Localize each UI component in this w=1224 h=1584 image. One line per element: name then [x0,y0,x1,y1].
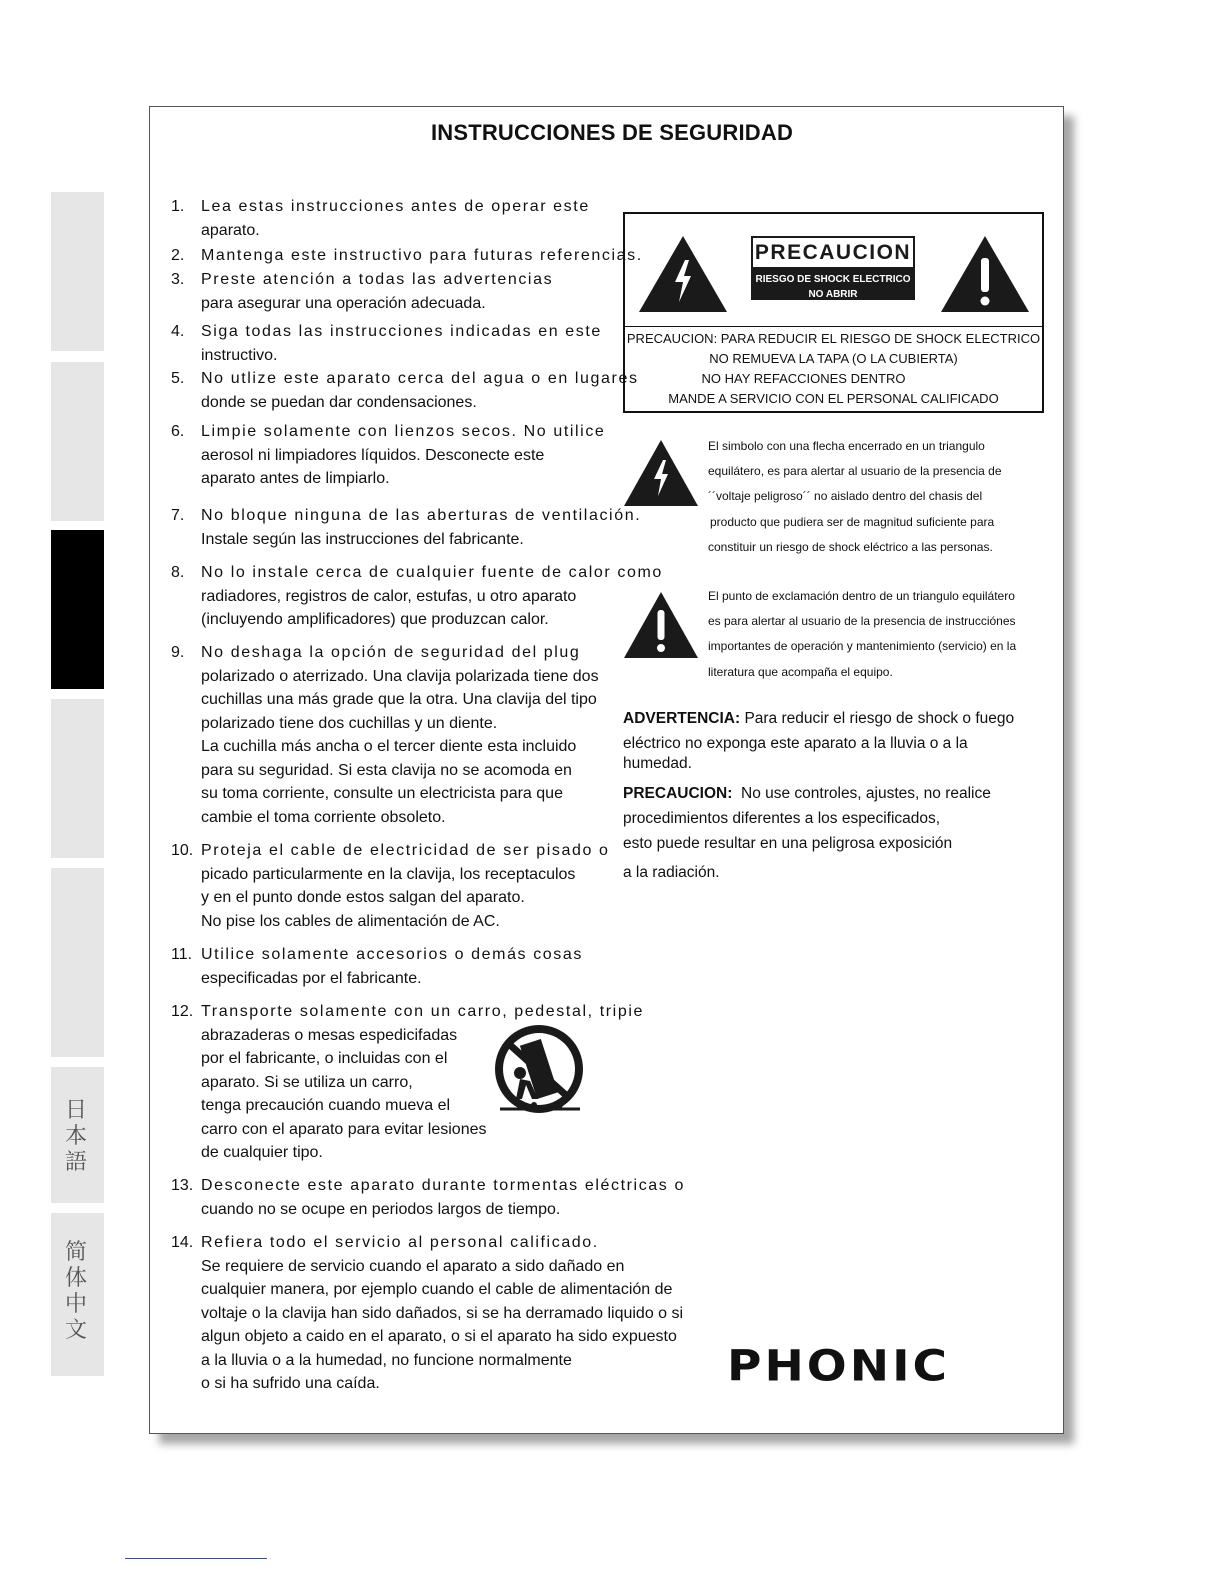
safety-item-line: a la lluvia o a la humedad, no funcione normalmente [201,1351,572,1369]
safety-item-line: algun objeto a caido en el aparato, o si el aparato ha sido expuesto [201,1328,677,1345]
safety-item-line: donde se puedan dar condensaciones. [201,393,477,411]
side-tab-4[interactable] [51,699,104,858]
safety-item-number: 12. [171,1003,194,1020]
safety-item-line: de cualquier tipo. [201,1144,323,1161]
caution-text-3: NO HAY REFACCIONES DENTRO [701,371,906,386]
safety-item-number: 4. [171,323,185,340]
caution-label [751,236,915,300]
safety-item-line: voltaje o la clavija han sido dañados, si se ha derramado liquido o si [201,1304,684,1322]
lightning-description [708,434,1002,560]
safety-item-line: su toma corriente, consulte un electricista para que [201,785,563,802]
lightning-warning-icon [637,234,729,314]
side-tab-5[interactable] [51,868,104,1057]
safety-item-number: 11. [171,946,193,963]
safety-item-line: y en el punto donde estos salgan del aparato. [201,889,525,906]
safety-item-number: 5. [171,370,185,387]
precaucion-label: PRECAUCION: [623,785,733,802]
safety-item-line: aparato antes de limpiarlo. [201,470,390,487]
side-tab-espanol-active[interactable] [51,530,104,689]
safety-item-lead: No deshaga la opción de seguridad del plug [201,644,581,661]
precaucion-first-line: No use controles, ajustes, no realice [741,785,991,802]
safety-item-line: instructivo. [201,346,278,364]
caution-label-sub1: RIESGO DE SHOCK ELECTRICO [755,274,911,285]
safety-item-lead: No utlize este aparato cerca del agua o en lugares [201,370,639,387]
safety-item-lead: Limpie solamente con lienzos secos. No utilice [201,423,606,440]
precaucion-block [623,781,991,885]
safety-item-number: 6. [171,423,185,440]
safety-item-lead: Utilice solamente accesorios o demás cosas [201,946,584,963]
advertencia-first-line: Para reducir el riesgo de shock o fuego [744,710,1015,727]
safety-item-line: radiadores, registros de calor, estufas, u otro aparato [201,587,577,605]
cart-tipover-warning-icon [490,1025,588,1117]
precaucion-line: procedimientos diferentes a los especificados, [623,810,941,827]
safety-item-number: 3. [171,271,185,288]
exclamation-warning-icon [939,234,1031,314]
exclamation-desc-line: es para alertar al usuario de la presencia de instrucciónes [708,614,1016,629]
phonic-logo: PHONIC [727,1342,951,1392]
page-title: INSTRUCCIONES DE SEGURIDAD [430,120,794,145]
safety-item-line: abrazaderas o mesas espedicifadas [201,1026,458,1044]
safety-item-line: aparato. [201,221,260,239]
lightning-desc-line: ´´voltaje peligroso´´ no aislado dentro del chasis del [708,489,983,504]
safety-item-lead: No bloque ninguna de las aberturas de ventilación. [201,507,642,524]
lightning-desc-line: El simbolo con una flecha encerrado en un triangulo [708,439,985,453]
safety-item-line: aparato. Si se utiliza un carro, [201,1073,413,1091]
safety-item-line: especificadas por el fabricante. [201,969,422,987]
safety-item-line: (incluyendo amplificadores) que produzcan calor. [201,611,549,628]
exclamation-description [708,584,1016,685]
advertencia-line: humedad. [623,755,692,772]
safety-item-line: para su seguridad. Si esta clavija no se acomoda en [201,761,572,779]
side-tab-1[interactable] [51,192,104,351]
safety-item-line: cuchillas una más grade que la otra. Una clavija del tipo [201,691,597,708]
safety-item-lead: Mantenga este instructivo para futuras referencias. [201,247,643,264]
safety-item-line: cambie el toma corriente obsoleto. [201,808,446,826]
safety-item-number: 13. [171,1177,194,1194]
side-tab-chinese-label: 简 体 中 文 [64,1239,89,1342]
safety-item-number: 10. [171,842,194,859]
caution-box [623,212,1044,413]
safety-item-lead: Refiera todo el servicio al personal calificado. [201,1234,599,1251]
caution-text-2: NO REMUEVA LA TAPA (O LA CUBIERTA) [709,351,958,366]
exclamation-desc-line: El punto de exclamación dentro de un triangulo equilátero [708,589,1015,603]
safety-item-line: o si ha sufrido una caída. [201,1375,380,1392]
safety-item-lead: Preste atención a todas las advertencias [201,271,554,288]
lightning-symbol-icon [622,438,700,508]
safety-item-line: tenga precaución cuando mueva el [201,1097,451,1114]
caution-text-4: MANDE A SERVICIO CON EL PERSONAL CALIFICADO [668,391,999,406]
safety-item-line: por el fabricante, o incluidas con el [201,1050,448,1067]
advertencia-block [623,706,1014,776]
safety-item-lead: No lo instale cerca de cualquier fuente de calor como [201,564,663,581]
safety-item-line: No pise los cables de alimentación de AC. [201,912,500,930]
safety-item-line: para asegurar una operación adecuada. [201,294,486,312]
caution-label-word: PRECAUCION [753,238,913,267]
safety-item-lead: Lea estas instrucciones antes de operar este [201,198,590,215]
exclamation-desc-line: literatura que acompaña el equipo. [708,664,893,679]
safety-item-number: 7. [171,507,185,524]
safety-item-line: polarizado tiene dos cuchillas y un diente. [201,714,498,732]
safety-item-number: 1. [171,198,185,215]
precaucion-line: esto puede resultar en una peligrosa exposición [623,835,953,852]
safety-item-lead: Siga todas las instrucciones indicadas en este [201,323,602,340]
caution-divider [625,326,1042,327]
safety-item-line: carro con el aparato para evitar lesiones [201,1120,487,1138]
safety-item-lead: Proteja el cable de electricidad de ser pisado o [201,842,610,859]
safety-item-number: 8. [171,564,185,581]
side-tab-2[interactable] [51,362,104,521]
lightning-desc-line: producto que pudiera ser de magnitud suficiente para [710,514,995,529]
side-tab-japanese-label: 日 本 語 [64,1097,89,1174]
footer-link-underline [125,1558,267,1559]
safety-item-line: cuando no se ocupe en periodos largos de tiempo. [201,1200,561,1218]
advertencia-line: eléctrico no exponga este aparato a la lluvia o a la [623,735,968,752]
safety-item-line: Se requiere de servicio cuando el aparato a sido dañado en [201,1257,625,1275]
side-tab-chinese[interactable] [51,1213,104,1376]
safety-item-number: 14. [171,1234,194,1251]
safety-item-line: polarizado o aterrizado. Una clavija polarizada tiene dos [201,667,599,685]
safety-item-line: aerosol ni limpiadores líquidos. Desconecte este [201,446,545,464]
exclamation-desc-line: importantes de operación y mantenimiento (servicio) en la [708,639,1017,654]
caution-label-sub2: NO ABRIR [808,289,858,300]
precaucion-line: a la radiación. [623,864,720,881]
advertencia-label: ADVERTENCIA: [623,710,741,727]
safety-item-line: Instale según las instrucciones del fabricante. [201,530,524,548]
caution-text-1: PRECAUCION: PARA REDUCIR EL RIESGO DE SHOCK ELECTRICO [626,331,1041,346]
safety-item-line: picado particularmente en la clavija, los receptaculos [201,865,576,883]
safety-item-lead: Transporte solamente con un carro, pedestal, tripie [201,1003,644,1020]
exclamation-symbol-icon [622,590,700,660]
safety-item-line: La cuchilla más ancha o el tercer diente esta incluido [201,738,577,755]
lightning-desc-line: constituir un riesgo de shock eléctrico a las personas. [708,539,993,554]
safety-item-line: cualquier manera, por ejemplo cuando el cable de alimentación de [201,1281,673,1298]
side-tab-japanese[interactable] [51,1067,104,1203]
safety-item-number: 9. [171,644,185,661]
lightning-desc-line: equilátero, es para alertar al usuario de la presencia de [708,464,1002,479]
safety-item-number: 2. [171,247,185,264]
safety-item-lead: Desconecte este aparato durante tormentas eléctricas o [201,1177,685,1194]
